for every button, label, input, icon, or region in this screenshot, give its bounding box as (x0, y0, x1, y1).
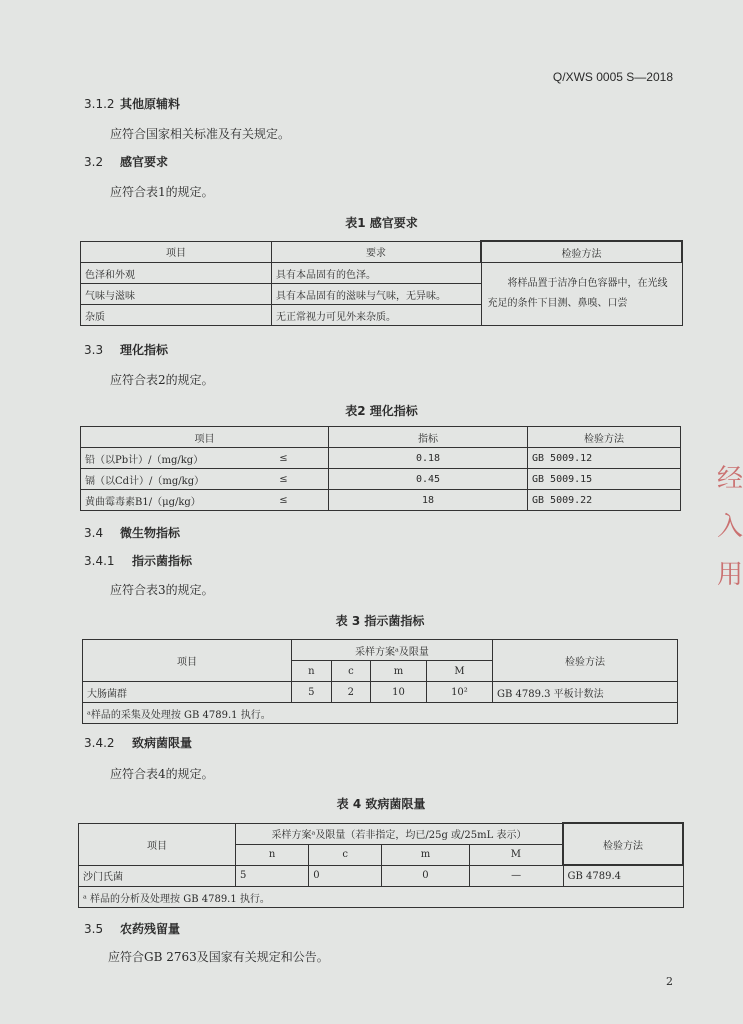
cell-item: 色泽和外观 (81, 263, 272, 284)
cell-item: 镉（以Cd计）/（mg/kg） (81, 469, 240, 490)
table-1-sensory (80, 240, 683, 326)
subheader-M: M (469, 844, 563, 865)
cell-le: ≤ (239, 490, 329, 511)
cell-le: ≤ (239, 469, 329, 490)
cell-item: 气味与滋味 (81, 284, 272, 305)
section-number: 3.4.1 (84, 554, 115, 568)
header-method: 检验方法 (563, 823, 683, 865)
table-3-indicator-bacteria (82, 639, 678, 724)
paragraph-3-5: 应符合GB 2763及国家有关规定和公告。 (108, 950, 329, 964)
section-number: 3.4 (84, 526, 104, 540)
cell-m: 10 (371, 682, 427, 703)
cell-item: 大肠菌群 (83, 682, 292, 703)
section-title: 感官要求 (120, 155, 169, 169)
red-stamp: 经 入 用 (716, 464, 743, 590)
section-number: 3.5 (84, 922, 104, 936)
cell-M: — (469, 865, 563, 887)
table-row (83, 682, 678, 703)
paragraph-3-4-2: 应符合表4的规定。 (110, 767, 214, 781)
header-item: 项目 (81, 241, 272, 263)
cell-item: 沙门氏菌 (79, 865, 236, 887)
header-item: 项目 (79, 823, 236, 865)
cell-method: 将样品置于洁净白色容器中，在光线充足的条件下目测、鼻嗅、口尝 (481, 263, 682, 326)
section-title: 指示菌指标 (132, 554, 193, 568)
cell-requirement: 具有本品固有的色泽。 (272, 263, 482, 284)
cell-item: 黄曲霉毒素B1/（μg/kg） (81, 490, 240, 511)
header-sampling-plan: 采样方案ᵃ及限量 (292, 640, 493, 661)
paragraph-3-3: 应符合表2的规定。 (110, 373, 214, 387)
cell-method: GB 5009.15 (528, 469, 681, 490)
section-title: 理化指标 (120, 343, 169, 357)
subheader-n: n (236, 844, 309, 865)
cell-item: 杂质 (81, 305, 272, 326)
table-note: ᵃ样品的采集及处理按 GB 4789.1 执行。 (83, 703, 678, 724)
cell-value: 0.18 (329, 448, 528, 469)
subheader-m: m (371, 661, 427, 682)
section-title: 微生物指标 (120, 526, 181, 540)
section-number: 3.1.2 (84, 97, 115, 111)
cell-c: 0 (309, 865, 382, 887)
table-header-row (79, 823, 684, 844)
section-number: 3.2 (84, 155, 104, 169)
table-3-caption: 表 3 指示菌指标 (335, 614, 425, 628)
heading-3-4-2 (84, 734, 192, 751)
heading-3-5 (84, 920, 180, 937)
cell-le: ≤ (239, 448, 329, 469)
table-row (81, 263, 683, 284)
header-method: 检验方法 (493, 640, 678, 682)
table-row (81, 448, 681, 469)
cell-value: 0.45 (329, 469, 528, 490)
cell-method: GB 5009.12 (528, 448, 681, 469)
heading-3-4-1 (84, 552, 192, 569)
heading-3-1-2 (84, 95, 180, 112)
document-code: Q/XWS 0005 S—2018 (552, 70, 673, 84)
cell-method: GB 5009.22 (528, 490, 681, 511)
header-method: 检验方法 (481, 241, 682, 263)
section-number: 3.3 (84, 343, 104, 357)
cell-M: 10² (426, 682, 492, 703)
table-2-physicochemical (80, 426, 681, 511)
header-requirement: 要求 (272, 241, 482, 263)
table-header-row (83, 640, 678, 661)
table-row (79, 865, 684, 887)
paragraph-3-4-1: 应符合表3的规定。 (110, 583, 214, 597)
cell-requirement: 无正常视力可见外来杂质。 (272, 305, 482, 326)
table-header-row (81, 427, 681, 448)
subheader-n: n (292, 661, 332, 682)
subheader-c: c (331, 661, 370, 682)
cell-n: 5 (292, 682, 332, 703)
subheader-m: m (382, 844, 470, 865)
section-number: 3.4.2 (84, 736, 115, 750)
cell-c: 2 (331, 682, 370, 703)
paragraph-3-1-2: 应符合国家相关标准及有关规定。 (110, 127, 291, 141)
cell-item: 铅（以Pb计）/（mg/kg） (81, 448, 240, 469)
paragraph-3-2: 应符合表1的规定。 (110, 185, 214, 199)
section-title: 致病菌限量 (132, 736, 193, 750)
header-sampling-plan: 采样方案ᵃ及限量（若非指定，均已/25g 或/25mL 表示） (236, 823, 564, 844)
cell-n: 5 (236, 865, 309, 887)
table-row (81, 469, 681, 490)
table-row (81, 490, 681, 511)
table-note-row (83, 703, 678, 724)
table-note: ᵃ 样品的分析及处理按 GB 4789.1 执行。 (79, 887, 684, 908)
header-limit: 指标 (329, 427, 528, 448)
table-4-pathogen-limits (78, 822, 684, 908)
table-4-caption: 表 4 致病菌限量 (336, 797, 426, 811)
heading-3-4 (84, 524, 180, 541)
table-header-row (81, 241, 683, 263)
heading-3-3 (84, 341, 168, 358)
subheader-c: c (309, 844, 382, 865)
section-title: 农药残留量 (120, 922, 181, 936)
cell-requirement: 具有本品固有的滋味与气味，无异味。 (272, 284, 482, 305)
table-2-caption: 表2 理化指标 (345, 404, 418, 418)
header-item: 项目 (83, 640, 292, 682)
header-method: 检验方法 (528, 427, 681, 448)
cell-method: GB 4789.3 平板计数法 (493, 682, 678, 703)
header-item: 项目 (81, 427, 329, 448)
cell-value: 18 (329, 490, 528, 511)
section-title: 其他原辅料 (120, 97, 181, 111)
page-number: 2 (666, 975, 673, 988)
subheader-M: M (426, 661, 492, 682)
cell-method: GB 4789.4 (563, 865, 683, 887)
cell-m: 0 (382, 865, 470, 887)
table-1-caption: 表1 感官要求 (345, 216, 418, 230)
table-note-row (79, 887, 684, 908)
heading-3-2 (84, 153, 168, 170)
